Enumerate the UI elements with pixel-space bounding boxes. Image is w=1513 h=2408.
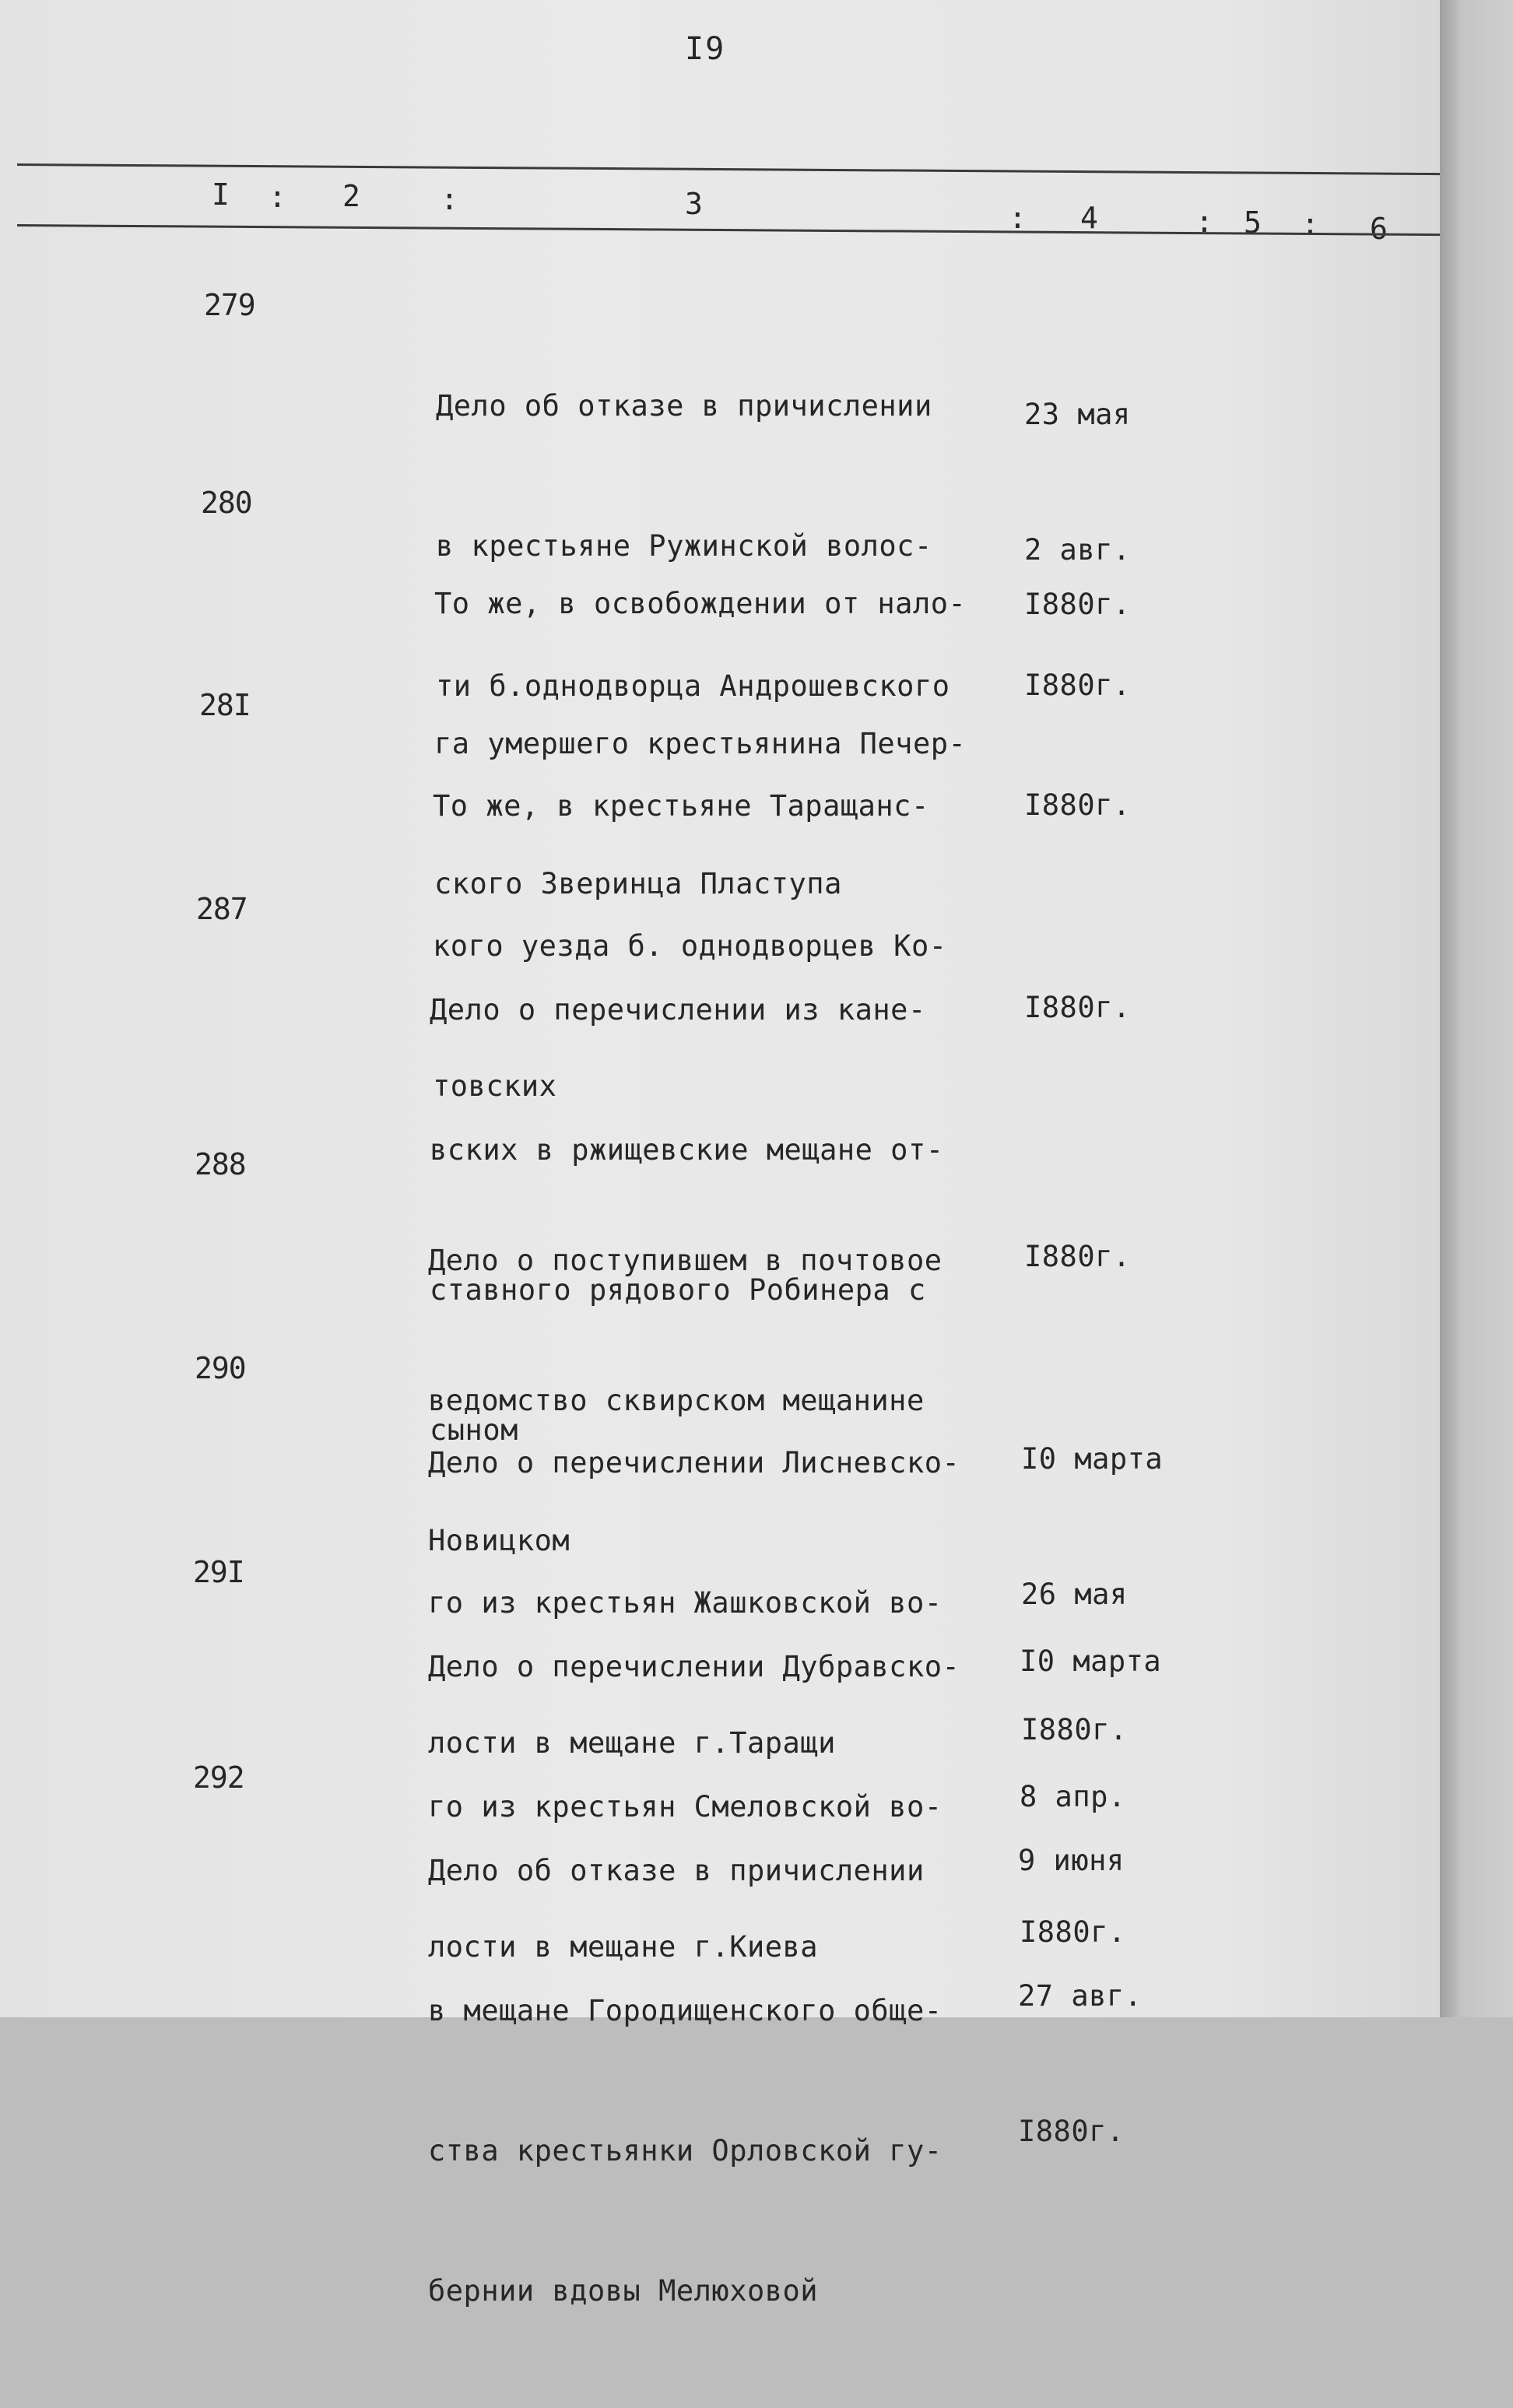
case-dates — [1024, 1144, 1131, 1370]
column-header-5: 5 — [1244, 205, 1262, 240]
column-header-2: 2 — [342, 179, 360, 213]
date-line: 8 апр. — [1020, 1780, 1126, 1813]
date-line: I0 марта — [1021, 1442, 1164, 1476]
description-line: ского Зверинца Пластупа — [434, 867, 842, 900]
case-number: 29I — [193, 1555, 244, 1589]
date-line: I880г. — [1024, 788, 1131, 822]
column-header-6: 6 — [1370, 212, 1388, 246]
column-separator: : — [1301, 207, 1319, 241]
case-number: 287 — [196, 892, 247, 926]
date-line: 9 июня — [1018, 1844, 1125, 1877]
case-number: 279 — [204, 288, 255, 322]
description-line: Новицком — [428, 1524, 570, 1557]
date-line: I880г. — [1024, 991, 1131, 1024]
date-line: I0 марта — [1020, 1645, 1162, 1678]
date-line: 2 авг. — [1024, 533, 1131, 567]
table-header-rule — [17, 224, 1441, 236]
date-line: I880г. — [1018, 2115, 1125, 2148]
date-line: 23 мая — [1024, 398, 1131, 431]
description-line: Дело о перечислении Лисневско- — [428, 1446, 960, 1480]
description-line: кого уезда б. однодворцев Ко- — [433, 929, 947, 963]
description-line: сыном — [430, 1413, 518, 1447]
description-line: га умершего крестьянина Печер- — [434, 727, 967, 760]
column-separator: : — [1009, 201, 1027, 235]
case-number: 28I — [199, 688, 251, 722]
page-edge-shadow — [1440, 0, 1513, 2017]
description-line: Дело об отказе в причислении — [436, 389, 932, 423]
column-separator: : — [269, 180, 286, 214]
column-separator: : — [1195, 205, 1213, 239]
description-line: ведомство сквирском мещанине — [428, 1384, 925, 1417]
page-number: I9 — [685, 31, 726, 67]
description-line: Дело о перечислении Дубравско- — [428, 1650, 960, 1683]
date-line: I880г. — [1020, 1915, 1126, 1949]
date-line: I880г. — [1024, 669, 1131, 702]
description-line: Дело о перечислении из кане- — [430, 993, 926, 1027]
column-header-1: I — [212, 177, 230, 212]
case-dates — [1024, 492, 1131, 718]
description-line: ти б.однодворца Андрошевского — [436, 669, 950, 703]
column-header-3: 3 — [685, 187, 703, 221]
description-line: бернии вдовы Мелюховой — [428, 2274, 819, 2308]
description-line: вских в ржищевские мещане от- — [430, 1133, 944, 1167]
date-line: 27 авг. — [1018, 1979, 1143, 2013]
column-separator: : — [441, 182, 458, 216]
date-line: I880г. — [1024, 588, 1131, 621]
case-dates — [1024, 895, 1131, 1121]
description-line: лости в мещане г.Киева — [428, 1930, 819, 1964]
description-line: ства крестьянки Орловской гу- — [428, 2134, 943, 2168]
case-number: 280 — [201, 486, 252, 520]
date-line: I880г. — [1021, 1713, 1128, 1746]
case-dates — [1024, 693, 1131, 918]
description-line: То же, в крестьяне Таращанс- — [433, 789, 929, 823]
case-number: 292 — [193, 1760, 244, 1795]
description-line: Дело об отказе в причислении — [428, 1854, 925, 1887]
description-line: в крестьяне Ружинской волос- — [436, 529, 932, 563]
description-line: го из крестьян Жашковской во- — [428, 1586, 943, 1620]
case-number: 290 — [195, 1351, 246, 1385]
table-top-rule — [17, 163, 1441, 175]
description-line: ставного рядового Робинера с — [430, 1273, 926, 1307]
description-line: го из крестьян Смеловской во- — [428, 1790, 943, 1824]
description-line: Дело о поступившем в почтовое — [428, 1244, 943, 1277]
date-line: 26 мая — [1021, 1578, 1128, 1611]
case-dates — [1018, 1748, 1142, 2245]
description-line: То же, в освобождении от нало- — [434, 587, 967, 620]
description-line: товских — [433, 1069, 557, 1103]
case-number: 288 — [195, 1147, 246, 1181]
description-line: в мещане Городищенского обще- — [428, 1994, 943, 2027]
date-line: I880г. — [1024, 1240, 1131, 1273]
description-line: лости в мещане г.Таращи — [428, 1726, 836, 1760]
case-description — [428, 1754, 943, 2408]
column-header-4: 4 — [1080, 201, 1098, 235]
